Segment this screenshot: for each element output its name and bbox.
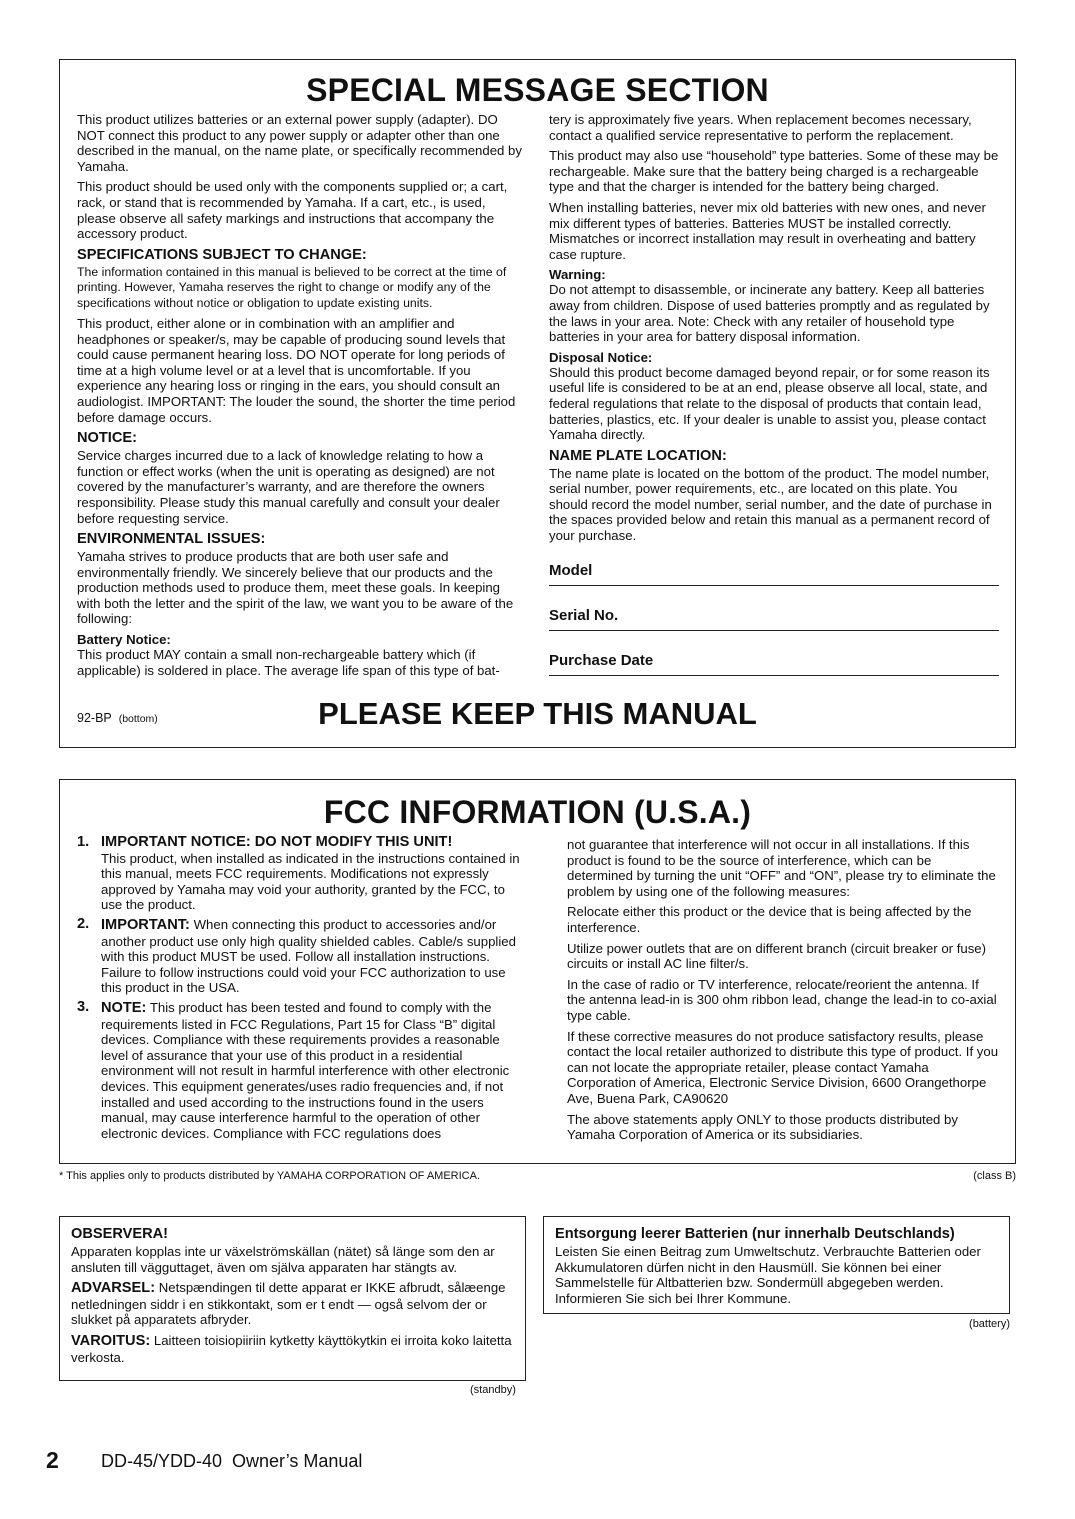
paragraph: The information contained in this manual is believed to be correct at the time of printing. However, Yamaha reserves the right to change or modify any of the specifications without notice or obligation to update existing units. (77, 264, 507, 310)
fcc-right-column (567, 837, 999, 1148)
item-heading: IMPORTANT: (101, 916, 190, 933)
paragraph: This product should be used only with the components supplied or; a cart, rack, or stand that is recommended by Yamaha. If a cart, etc., is used, please observe all safety markings and instructions that accompany the accessory product. (77, 179, 508, 242)
varoitus-text: Laitteen toisiopiiriin kytketty käyttökytkin ei irroita koko laitetta verkosta. (71, 1332, 512, 1365)
paragraph: This product, either alone or in combination with an amplifier and headphones or speaker/s, may be capable of producing sound levels that could cause permanent hearing loss. DO NOT operate for long periods of time at a high volume level or at a level that is uncomfortable. If you experience any hearing loss or ringing in the ears, you should consult an audiologist. IMPORTANT: The louder the sound, the shorter the time period before damage occurs. (77, 315, 516, 425)
nordic-content (71, 1226, 516, 1370)
battery-tag: (battery) (969, 1318, 1010, 1330)
item-text: This product has been tested and found to comply with the requirements listed in FCC Regulations, Part 15 for Class “B” digital devices. Compliance with these requirements provides a reasonable level of assurance that your use of this product in a residential environment will not result in harmful interference with other electronic devices. This equipment generates/uses radio frequencies and, if not installed and used according to the instructions found in the users manual, may cause interference harmful to the operation of other electronic devices. Compliance with FCC regulations does (101, 999, 510, 1141)
spec-heading: SPECIFICATIONS SUBJECT TO CHANGE: (77, 246, 367, 263)
disposal-heading: Disposal Notice: (549, 349, 653, 365)
keep-manual-title: PLEASE KEEP THIS MANUAL (318, 696, 757, 731)
paragraph: Apparaten kopplas inte ur växelströmskällan (nätet) så länge som den ar ansluten till vägguttaget, även om själva apparaten har stängts av. (71, 1244, 495, 1275)
purchase-date-label: Purchase Date (549, 652, 654, 670)
varoitus-heading: VAROITUS: (71, 1332, 151, 1349)
battery-notice-heading: Battery Notice: (77, 632, 171, 648)
paragraph: Yamaha strives to produce products that are both user safe and environmentally friendly. We sincerely believe that our products and the production methods used to produce them, meet these goals. In keeping with both the letter and the spirit of the law, we want you to be aware of the following: (77, 549, 514, 627)
paragraph: This product may also use “household” type batteries. Some of these may be rechargeable. Make sure that the battery being charged is a rechargeable type and that the charger is intended for the battery being charged. (549, 148, 999, 195)
advarsel-heading: ADVARSEL: (71, 1280, 156, 1297)
model-field[interactable] (549, 555, 999, 586)
special-message-title: SPECIAL MESSAGE SECTION (306, 72, 769, 108)
paragraph: Service charges incurred due to a lack of knowledge relating to how a function or effect works (when the unit is operating as designed) are not covered by the manufacturer’s warranty, and are therefore the owners responsibility. Please study this manual carefully and consult your dealer before requesting service. (77, 448, 500, 526)
paragraph: Relocate either this product or the device that is being affected by the interference. (567, 904, 972, 935)
paragraph: In the case of radio or TV interference, relocate/reorient the antenna. If the antenna lead-in is 300 ohm ribbon lead, change the lead-in to co-axial type cable. (567, 976, 997, 1023)
fcc-title: FCC INFORMATION (U.S.A.) (323, 794, 752, 830)
nameplate-heading: NAME PLATE LOCATION: (549, 447, 727, 464)
german-heading: Entsorgung leerer Batterien (nur innerhalb Deutschlands) (555, 1226, 955, 1242)
paragraph: Do not attempt to disassemble, or incinerate any battery. Keep all batteries away from children. Dispose of used batteries promptly and as regulated by the laws in your area. Note: Check with any retailer of household type batteries in your area for battery disposal information. (549, 282, 990, 345)
paragraph: This product utilizes batteries or an external power supply (adapter). DO NOT connect this product to any power supply or adapter other than one described in the manual, on the name plate, or specifically recommended by Yamaha. (77, 112, 522, 174)
serial-field[interactable] (549, 600, 999, 631)
list-item (77, 917, 529, 996)
paragraph: The above statements apply ONLY to those products distributed by Yamaha Corporation of America or its subsidiaries. (567, 1111, 958, 1143)
class-tag: (class B) (973, 1170, 1016, 1182)
german-content (555, 1226, 1000, 1311)
advarsel-text: Netspændingen til dette apparat er IKKE afbrudt, sålæenge netledningen siddr i en stikkontakt, som er t endt — også selvom der or slukket på apparatets afbryder. (71, 1280, 506, 1328)
paragraph (71, 1280, 516, 1328)
serial-label: Serial No. (549, 607, 619, 625)
warning-heading: Warning: (549, 267, 606, 283)
paragraph: not guarantee that interference will not occur in all installations. If this product is found to be the source of interference, which can be determined by turning the unit “OFF” and “ON”, please try to eliminate the problem by using one of the following measures: (567, 837, 996, 899)
fcc-footnote: * This applies only to products distributed by YAMAHA CORPORATION OF AMERICA. (59, 1170, 481, 1182)
item-number: 3. (77, 998, 90, 1015)
fcc-left-column (77, 835, 529, 1145)
purchase-date-field[interactable] (549, 645, 999, 676)
paragraph: Should this product become damaged beyond repair, or for some reason its useful life is considered to be at an end, please observe all local, state, and federal regulations that relate to the disposal of products that contain lead, batteries, plastics, etc. If your dealer is unable to assist you, please contact Yamaha directly. (549, 364, 990, 443)
paragraph: Leisten Sie einen Beitrag zum Umweltschutz. Verbrauchte Batterien oder Akkumulatoren dürfen nicht in den Hausmüll. Sie können bei einer Sammelstelle für Altbatterien bzw. Sondermüll abgegeben werden. Informieren Sie sich bei Ihrer Kommune. (555, 1244, 981, 1306)
paragraph: This product MAY contain a small non-rechargeable battery which (if applicable) is soldered in place. The average life span of this type of bat- (77, 647, 500, 678)
paragraph: Utilize power outlets that are on different branch (circuit breaker or fuse) circuits or install AC line filter/s. (567, 940, 987, 972)
code-note: (bottom) (118, 713, 158, 725)
list-item (77, 835, 529, 913)
paragraph: tery is approximately five years. When replacement becomes necessary, contact a qualified service representative to perform the replacement. (549, 112, 972, 143)
paragraph: When installing batteries, never mix old batteries with new ones, and never mix different types of batteries. Batteries MUST be installed correctly. Mismatches or incorrect installation may result in overheating and battery case rupture. (549, 199, 986, 262)
notice-heading: NOTICE: (77, 430, 137, 447)
code: 92-BP (77, 711, 112, 725)
item-text: This product, when installed as indicated in the instructions contained in this manual, meets FCC requirements. Modifications not expressly approved by Yamaha may void your authority, granted by the FCC, to use the product. (101, 850, 520, 913)
german-battery-box (543, 1216, 1010, 1314)
standby-tag: (standby) (470, 1384, 516, 1396)
paragraph: The name plate is located on the bottom of the product. The model number, serial number, power requirements, etc., are located on this plate. You should record the model number, serial number, and the date of purchase in the spaces provided below and retain this manual as a permanent record of your purchase. (549, 465, 992, 544)
manual-title: DD-45/YDD-40 Owner’s Manual (101, 1451, 363, 1471)
item-text: When connecting this product to accessories and/or another product use only high quality shielded cables. Cable/s supplied with this product MUST be used. Follow all installation instructions. Failure to follow instructions could void your FCC authorization to use this product in the USA. (101, 916, 516, 996)
item-heading: IMPORTANT NOTICE: DO NOT MODIFY THIS UNIT! (101, 834, 453, 850)
item-number: 1. (77, 834, 90, 850)
list-item (77, 1000, 529, 1141)
paragraph: If these corrective measures do not produce satisfactory results, please contact the local retailer authorized to distribute this type of product. If you can not locate the appropriate retailer, please contact Yamaha Corporation of America, Electronic Service Division, 6600 Orangethorpe Ave, Buena Park, CA90620 (567, 1028, 999, 1106)
paragraph (71, 1333, 516, 1365)
fcc-box (59, 779, 1016, 1164)
model-label: Model (549, 562, 593, 580)
item-heading: NOTE: (101, 999, 147, 1016)
special-left-column (77, 112, 527, 683)
nordic-box (59, 1216, 526, 1381)
observera-heading: OBSERVERA! (71, 1226, 169, 1242)
environmental-heading: ENVIRONMENTAL ISSUES: (77, 531, 266, 548)
page-number: 2 (46, 1447, 59, 1473)
item-number: 2. (77, 915, 90, 932)
special-right-column (549, 112, 999, 690)
special-message-box (59, 59, 1016, 748)
